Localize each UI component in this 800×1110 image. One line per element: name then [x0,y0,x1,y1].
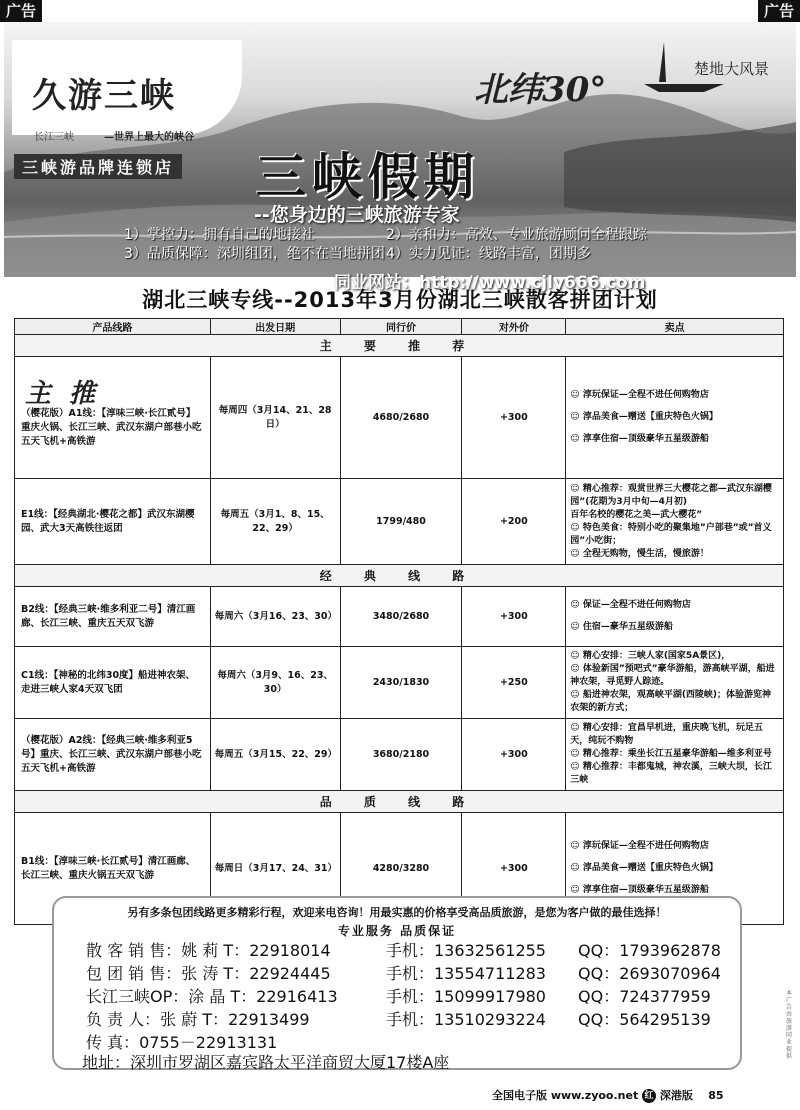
bullet-item: 1）掌控力：拥有自己的地接社 [124,227,315,243]
main-recommend-badge: 主推 [25,378,114,409]
peer-price-cell: 4680/2680 [340,357,462,479]
route-text: （樱花版）A1线：【淳味三峡·长江贰号】重庆火锅、长江三峡、武汉东湖户部巷小吃五天飞机+高铁游 [21,407,202,447]
ad-label-right: 广告 [758,0,800,22]
section-row [15,335,784,357]
contact-qq: QQ：2693070964 [578,964,721,983]
contact-name-phone: 负 责 人：张 蔚 T：22913499 [86,1010,310,1029]
feature-item: ☺ 淳享住宿—顶级豪华五星级游船 [570,434,709,444]
logo-sub: 长江三峡 [34,132,74,143]
feature-item: ☺ 保证—全程不进任何购物店 [570,600,691,610]
contact-mobile: 手机：15099917980 [386,987,546,1006]
route-cell: B1线：【淳味三峡·长江贰号】清江画廊、长江三峡、重庆火锅五天双飞游 [15,813,211,925]
table-row [15,719,784,791]
route-cell: E1线：【经典湖北·樱花之都】武汉东湖樱园、武大3天高铁往返团 [15,479,211,565]
brand-beiwei30: 北纬30° [474,70,607,110]
table-header-row [15,319,784,335]
contact-qq: QQ：724377959 [578,987,711,1006]
tour-plan-table [14,318,784,925]
table-row [15,479,784,565]
route-cell: B2线：【经典三峡·维多利亚二号】清江画廊、长江三峡、重庆五天双飞游 [15,587,211,647]
feature-cell [566,357,784,479]
date-cell: 每周六（3月16、23、30） [210,587,340,647]
feature-item: ☺ 精心安排：三峡人家(国家5A景区)， [570,651,731,661]
page-number: 85 [708,1089,724,1102]
section-title-main: 主 要 推 荐 [15,335,784,357]
bullet-row [124,226,647,245]
banner-tagline: --您身边的三峡旅游专家 [254,204,460,226]
contact-qq: QQ：564295139 [578,1010,711,1029]
feature-item: ☺ 精心推荐：观赏世界三大樱花之都—武汉东湖樱园”(花期为3月中旬—4月初) [570,483,772,507]
contact-name-phone: 包 团 销 售：张 涛 T：22924445 [86,964,331,983]
feature-item: ☺ 特色美食：特别小吃的聚集地”户部巷”或”首义园”小吃街； [570,522,772,546]
contact-intro: 另有多条包团线路更多精彩行程，欢迎来电咨询！用最实惠的价格享受高品质旅游，是您为客户做的最佳选择！ [127,906,667,919]
feature-cell [566,587,784,647]
feature-cell [566,647,784,719]
feature-cell [566,719,784,791]
contact-service: 专业服务 品质保证 [337,924,457,938]
feature-item: ☺ 精心推荐：丰都鬼城，神农溪，三峡大坝，长江三峡 [570,762,772,785]
contact-address: 地址：深圳市罗湖区嘉宾路太平洋商贸大厦17楼A座 [82,1053,450,1072]
hong-icon: 红 [642,1089,656,1103]
section-title-classic: 经 典 线 路 [15,565,784,587]
section-title-quality: 品 质 线 路 [15,791,784,813]
footer-edition: 深港版 [659,1089,693,1102]
contact-name-phone: 散 客 销 售：姚 莉 T：22918014 [86,941,331,960]
contact-mobile: 手机：13632561255 [386,941,546,960]
banner-title: 三峡假期 [256,147,480,206]
col-header-features: 卖点 [566,319,784,335]
contact-mobile: 手机：13554711283 [386,964,546,983]
col-header-route: 产品线路 [15,319,211,335]
ad-label-left: 广告 [0,0,42,22]
logo-main: 久游三峡 [32,76,176,116]
chain-store-label: 三峡游品牌连锁店 [14,154,182,179]
bullet-item: 4）实力见证：线路丰富，团期多 [386,246,591,262]
feature-item: ☺ 淳享住宿—顶级豪华五星级游船 [570,885,709,895]
feature-item: ☺ 淳玩保证—全程不进任何购物店 [570,390,709,400]
contact-fax: 传 真：0755－22913131 [86,1033,278,1052]
footer-site[interactable]: 全国电子版 www.zyoo.net [492,1089,639,1102]
feature-item: ☺ 精心安排：宜昌早机进，重庆晚飞机，玩足五天，纯玩不购物 [570,723,763,746]
banner-website[interactable]: 同业网站：http://www.cjly666.com [334,273,646,293]
main-title: 湖北三峡专线--2013年3月份湖北三峡散客拼团计划 [142,288,658,312]
route-cell: （樱花版）A2线：【经典三峡·维多利亚5号】重庆、长江三峡、武汉东湖户部巷小吃五天飞机+高铁游 [15,719,211,791]
contact-name-phone: 长江三峡OP：涂 晶 T：22916413 [86,987,338,1006]
peer-price-cell: 1799/480 [340,479,462,565]
retail-price-cell: +300 [462,719,566,791]
feature-item: ☺ 精心推荐：乘坐长江五星豪华游船—维多利亚号 [570,749,772,759]
col-header-retail-price: 对外价 [462,319,566,335]
date-cell: 每周五（3月1、8、15、22、29） [210,479,340,565]
retail-price-cell: +300 [462,587,566,647]
peer-price-cell: 2430/1830 [340,647,462,719]
section-row [15,565,784,587]
route-cell: C1线：【神秘的北纬30度】船进神农架、走进三峡人家4天双飞团 [15,647,211,719]
banner-bullets [124,226,647,264]
peer-price-cell: 4280/3280 [340,813,462,925]
retail-price-cell: +200 [462,479,566,565]
retail-price-cell: +300 [462,357,566,479]
feature-item: ☺ 淳玩保证—全程不进任何购物店 [570,841,709,851]
feature-cell [566,479,784,565]
feature-item: ☺ 淳品美食—赠送【重庆特色火锅】 [570,863,718,873]
footer [492,1087,724,1103]
feature-item: 百年名校的樱花之美—武大樱花” [570,509,703,520]
section-row [15,791,784,813]
contact-box [52,896,742,1070]
table-row [15,647,784,719]
peer-price-cell: 3480/2680 [340,587,462,647]
feature-item: ☺ 淳品美食—赠送【重庆特色火锅】 [570,412,718,422]
banner [4,22,796,293]
bullet-item: 2）亲和力：高效、专业旅游顾问全程跟踪 [386,227,647,243]
logo-slogan: —世界上最大的峡谷 [104,132,194,143]
feature-item: ☺ 船进神农架，观高峡平湖(西陵峡)；体验游览神农架的新方式； [570,690,772,713]
retail-price-cell: +300 [462,813,566,925]
feature-item: ☺ 体验新国”预吧式”豪华游船，游高峡平湖，船进神农架，寻觅野人踪迹。 [570,664,775,687]
route-cell [15,357,211,479]
date-cell: 每周五（3月15、22、29） [210,719,340,791]
col-header-peer-price: 同行价 [340,319,462,335]
logo-box [12,40,242,143]
date-cell: 每周日（3月17、24、31） [210,813,340,925]
table-row [15,587,784,647]
feature-item: ☺ 住宿—豪华五星级游船 [570,622,673,632]
table-row [15,357,784,479]
side-note: 本广告由旅游同业提供 [786,990,793,1060]
feature-item: ☺ 全程无购物，慢生活，慢旅游！ [570,548,709,559]
contact-qq: QQ：1793962878 [578,941,721,960]
brand-chudi: 楚地大风景 [694,60,770,78]
bullet-row [124,245,591,264]
col-header-date: 出发日期 [210,319,340,335]
bullet-item: 3）品质保障：深圳组团，绝不在当地拼团 [124,246,385,262]
date-cell: 每周六（3月9、16、23、30） [210,647,340,719]
peer-price-cell: 3680/2180 [340,719,462,791]
contact-mobile: 手机：13510293224 [386,1010,546,1029]
date-cell: 每周四（3月14、21、28日） [210,357,340,479]
retail-price-cell: +250 [462,647,566,719]
